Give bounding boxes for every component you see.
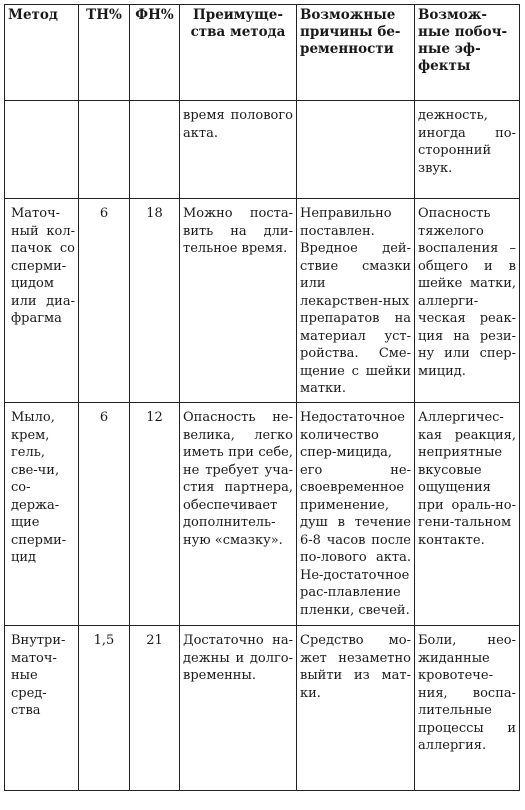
cell-pregnancy-causes xyxy=(297,101,415,199)
cell-tn xyxy=(79,101,130,199)
header-pregnancy-causes: Возможные причины бе-ременности xyxy=(297,5,415,101)
table-row xyxy=(5,403,520,626)
table-row xyxy=(5,101,520,199)
cell-side-effects: Аллергичес-кая реакция, неприятные вкусовые ощущения при ораль-но-гени-тальном контакте. xyxy=(415,403,520,626)
cell-side-effects: Боли, нео-жиданные кровотече-ния, воспа-лительные процессы и аллергия. xyxy=(415,626,520,791)
cell-tn: 6 xyxy=(79,199,130,403)
header-tn: ТН% xyxy=(79,5,130,101)
cell-advantages: Опасность не-велика, легко иметь при себе, не требует уча-стия партнера, обеспечивает дополнитель-ную «смазку». xyxy=(180,403,297,626)
table-row xyxy=(5,199,520,403)
cell-tn: 1,5 xyxy=(79,626,130,791)
cell-side-effects: Опасность тяжелого воспаления – общего и в шейке матки, аллерги-ческая реак-ция на рези-ну или спер-мицид. xyxy=(415,199,520,403)
cell-fn: 12 xyxy=(130,403,180,626)
header-fn: ФН% xyxy=(130,5,180,101)
table-row xyxy=(5,626,520,791)
cell-fn: 18 xyxy=(130,199,180,403)
cell-method: Мыло, крем, гель, све-чи, со-держа-щие сперми-цид xyxy=(5,403,79,626)
cell-advantages: Достаточно на-дежны и долго-временны. xyxy=(180,626,297,791)
cell-tn: 6 xyxy=(79,403,130,626)
cell-advantages: время полового акта. xyxy=(180,101,297,199)
header-advantages: Преимуще-ства метода xyxy=(180,5,297,101)
cell-advantages: Можно поста-вить на дли-тельное время. xyxy=(180,199,297,403)
header-side-effects: Возмож-ные побоч-ные эф-фекты xyxy=(415,5,520,101)
cell-method: Маточ-ный кол-пачок со сперми-цидом или диа-фрагма xyxy=(5,199,79,403)
cell-method: Внутри-маточ-ные сред-ства xyxy=(5,626,79,791)
header-method: Метод xyxy=(5,5,79,101)
contraception-methods-table xyxy=(4,4,520,791)
header-row xyxy=(5,5,520,101)
cell-method xyxy=(5,101,79,199)
cell-pregnancy-causes: Неправильно поставлен. Вредное дей-ствие смазки или лекарствен-ных препаратов на материал уст-ройства. Сме-щение с шейки матки. xyxy=(297,199,415,403)
cell-side-effects: дежность, иногда по-сторонний звук. xyxy=(415,101,520,199)
cell-fn: 21 xyxy=(130,626,180,791)
cell-pregnancy-causes: Средство мо-жет незаметно выйти из мат-ки. xyxy=(297,626,415,791)
cell-fn xyxy=(130,101,180,199)
cell-pregnancy-causes: Недостаточное количество спер-мицида, его не-своевременное применение, душ в течение 6-8 часов после по-лового акта. Не-достаточное рас-плавление пленки, свечей. xyxy=(297,403,415,626)
